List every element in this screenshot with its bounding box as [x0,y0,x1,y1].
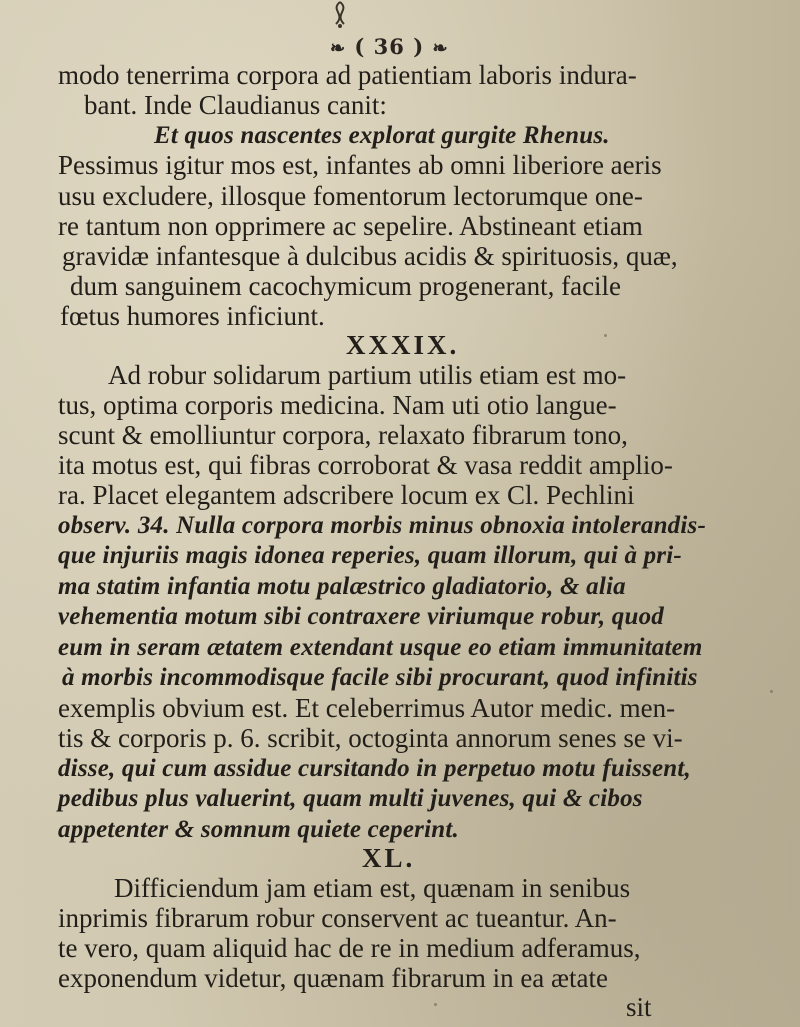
quote-line: pedibus plus valuerint, quam multi juvenes, qui & cibos [58,785,643,812]
body-line: ita motus est, qui fibras corroborat & vasa reddit amplio- [58,450,673,480]
quote-line: observ. 34. Nulla corpora morbis minus obnoxia intolerandis- [58,512,706,539]
page-header [330,34,449,59]
paper-speck [434,1003,437,1006]
body-line: fœtus humores inficiunt. [60,301,325,331]
catchword: sit [626,992,652,1022]
body-line: usu excludere, illosque fomentorum lectorumque one- [58,181,643,211]
body-line: Ad robur solidarum partium utilis etiam est mo- [108,360,627,390]
body-line: ra. Placet elegantem adscribere locum ex Cl. Pechlini [58,480,635,510]
body-line: bant. Inde Claudianus canit: [84,90,387,120]
top-ornament-icon [300,0,380,30]
body-line: exemplis obvium est. Et celeberrimus Autor medic. men- [58,693,676,723]
paper-speck [604,334,607,337]
right-ornament-icon: ❧ [432,38,449,59]
verse-quote: Et quos nascentes explorat gurgite Rhenus. [154,122,610,149]
quote-line: que injuriis magis idonea reperies, quam illorum, qui à pri- [58,542,682,569]
paper-speck [770,690,773,693]
body-line: dum sanguinem cacochymicum progenerant, facile [70,271,622,301]
left-ornament-icon: ❧ [330,38,347,59]
body-line: gravidæ infantesque à dulcibus acidis & spirituosis, quæ, [62,241,678,271]
body-line: re tantum non opprimere ac sepelire. Abstineant etiam [58,211,643,241]
quote-line: eum in seram ætatem extendant usque eo etiam immunitatem [58,634,703,661]
body-line: scunt & emolliuntur corpora, relaxato fibrarum tono, [58,420,628,450]
quote-line: à morbis incommodisque facile sibi procurant, quod infinitis [62,664,698,691]
quote-line: appetenter & somnum quiete ceperint. [58,816,459,843]
body-line: Pessimus igitur mos est, infantes ab omni liberiore aeris [58,150,662,180]
body-line: modo tenerrima corpora ad patientiam laboris indura- [58,60,637,90]
quote-line: ma statim infantia motu palæstrico gladiatorio, & alia [58,573,626,600]
section-heading: XL. [362,843,416,873]
body-line: tus, optima corporis medicina. Nam uti otio langue- [58,390,617,420]
body-line: tis & corporis p. 6. scribit, octoginta annorum senes se vi- [58,723,683,753]
body-line: te vero, quam aliquid hac de re in medium adferamus, [58,933,641,963]
body-line: exponendum videtur, quænam fibrarum in ea ætate [58,963,609,993]
body-line: Difficiendum jam etiam est, quænam in senibus [114,873,631,903]
section-heading: XXXIX. [346,330,460,360]
body-line: inprimis fibrarum robur conservent ac tueantur. An- [58,903,617,933]
page-number: ( 36 ) [354,34,425,59]
quote-line: vehementia motum sibi contraxere viriumque robur, quod [58,603,664,630]
quote-line: disse, qui cum assidue cursitando in perpetuo motu fuissent, [58,755,691,782]
